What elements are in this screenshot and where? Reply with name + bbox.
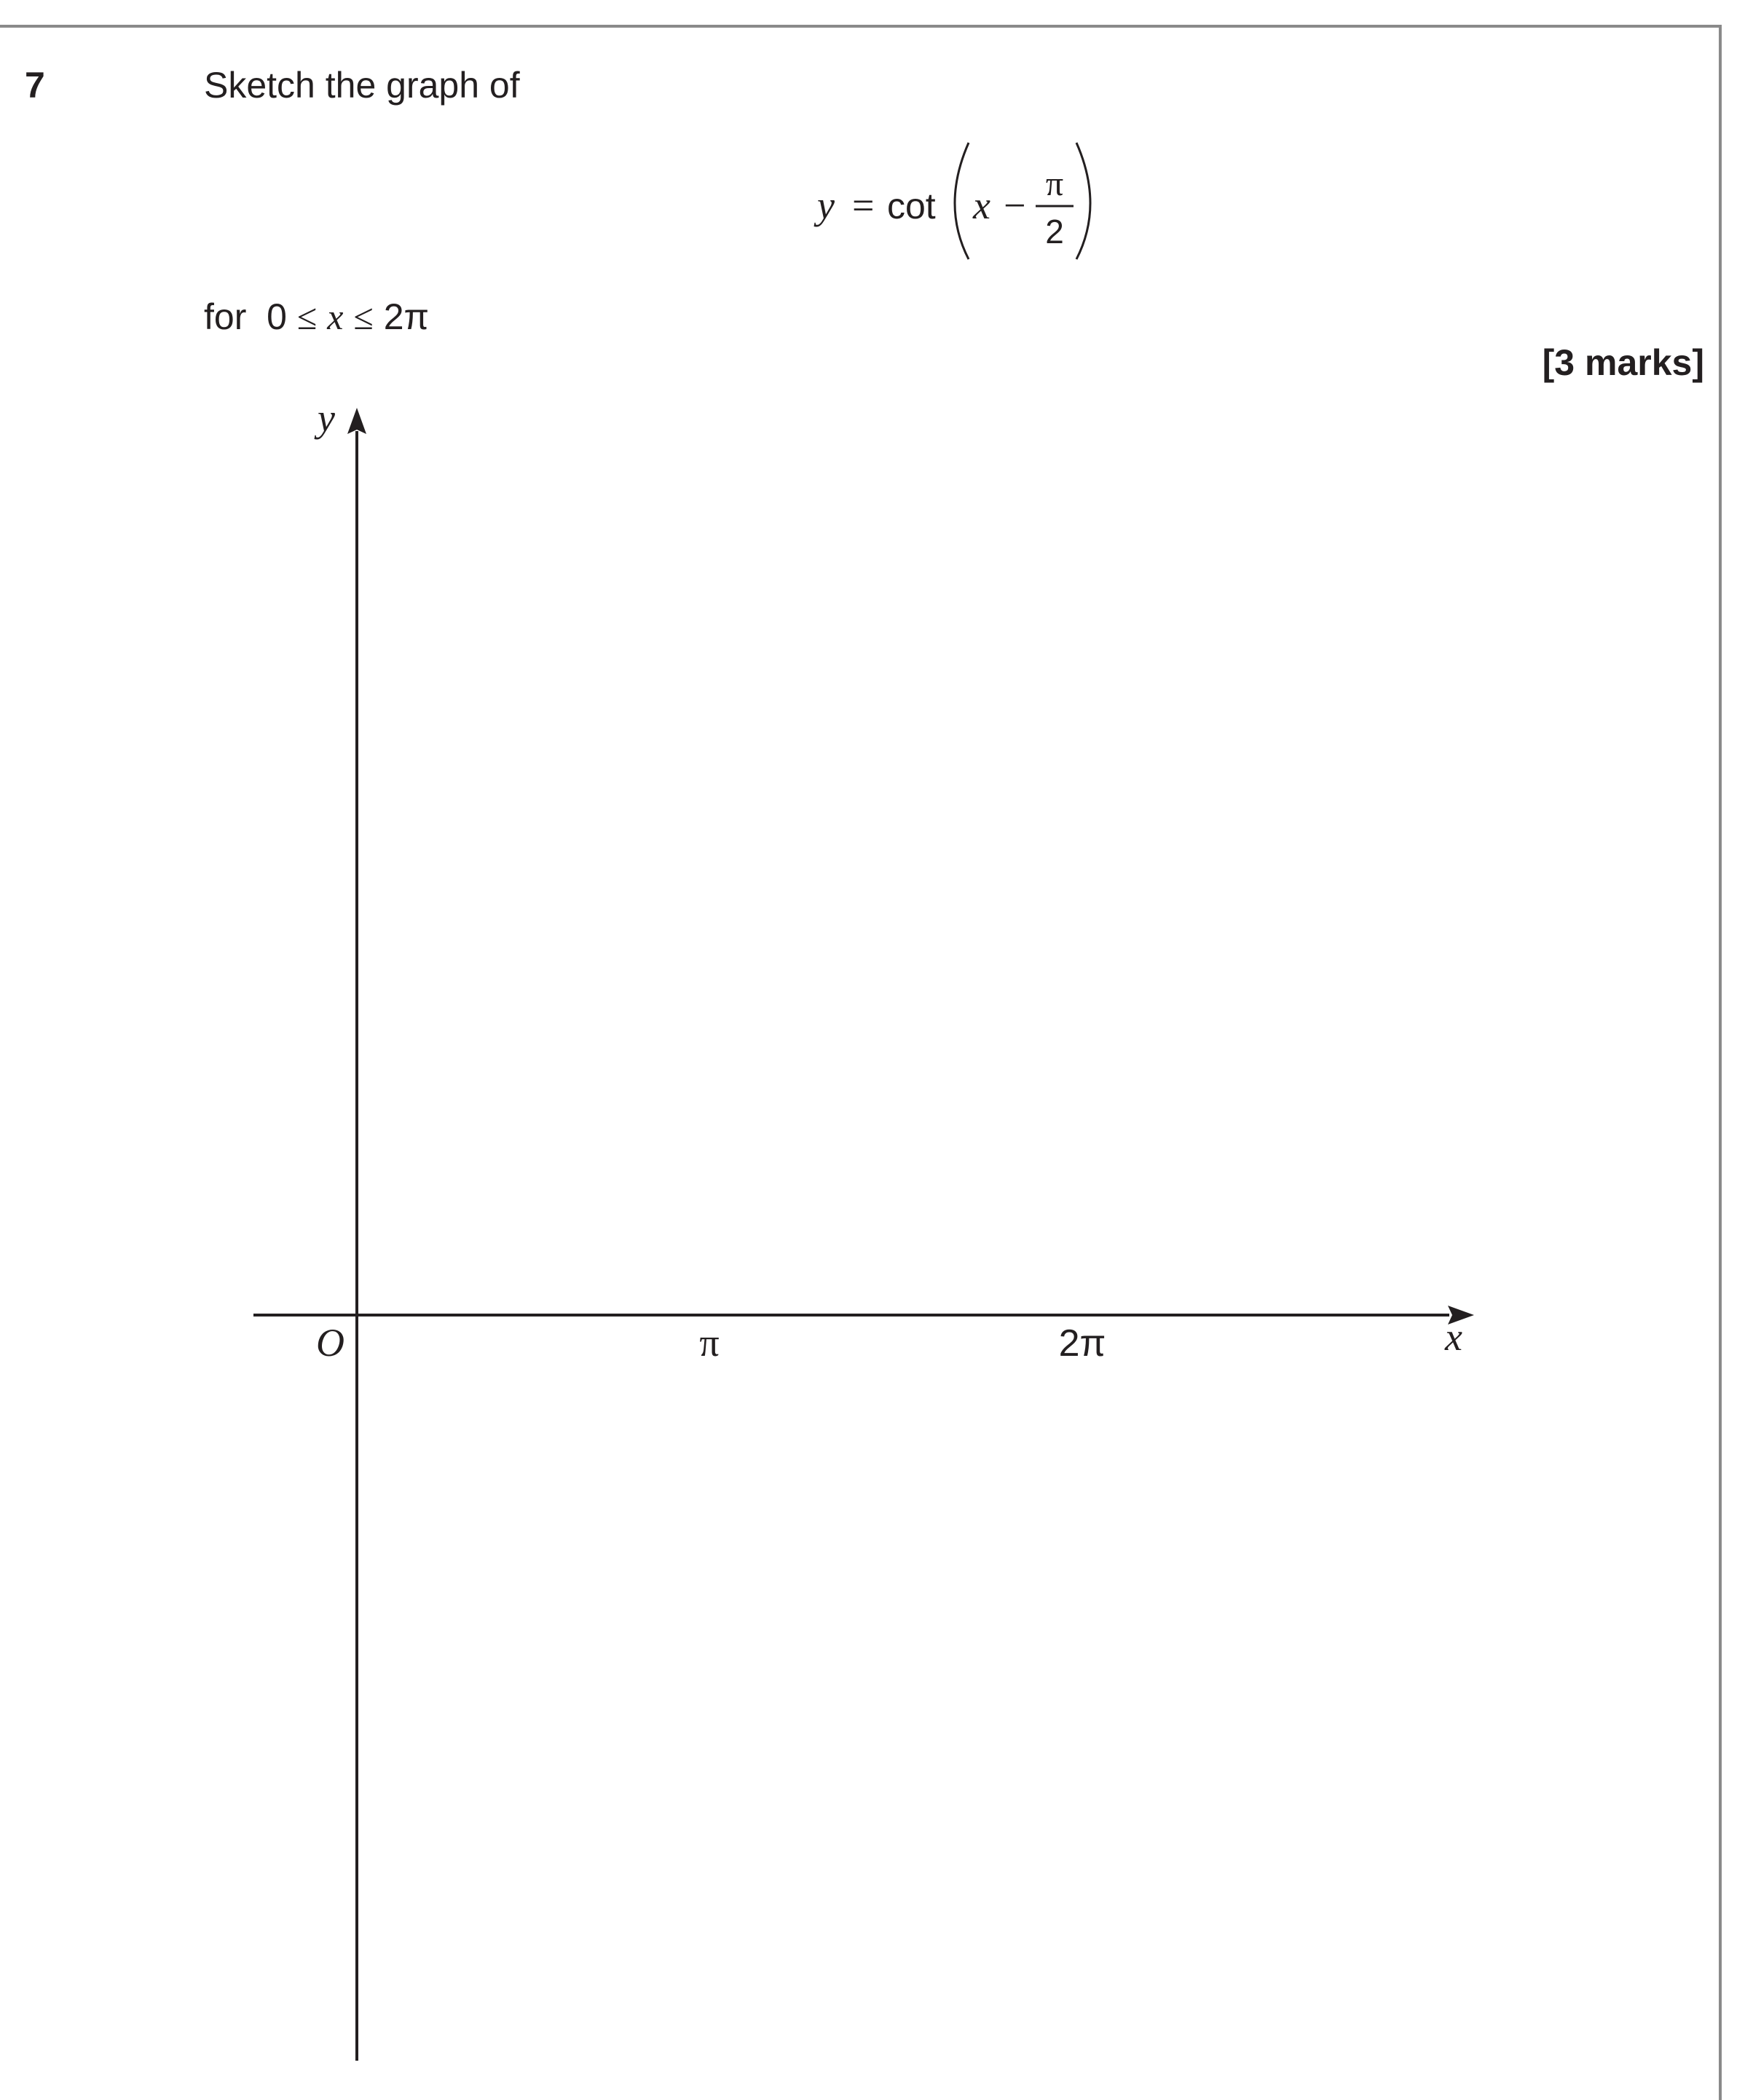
equation-denominator: 2: [1045, 213, 1064, 250]
x-axis-label: x: [1445, 1315, 1462, 1359]
question-prompt: Sketch the graph of: [204, 65, 520, 106]
domain-prefix: for: [204, 296, 247, 337]
equation-lhs-var: y: [817, 183, 835, 227]
x-tick-label-2pi: 2π: [1058, 1322, 1106, 1365]
equation-inner-var: x: [973, 183, 990, 227]
domain-var: x: [327, 296, 344, 337]
question-number: 7: [25, 65, 45, 106]
domain-rel1: ≤: [296, 296, 318, 337]
equation-equals: =: [852, 183, 875, 227]
equation-numerator: π: [1045, 165, 1064, 203]
y-axis-arrowhead: [347, 408, 366, 434]
equation-func: cot: [887, 186, 936, 226]
domain-rel2: ≤: [353, 296, 374, 337]
y-axis-label: y: [318, 396, 335, 440]
origin-label: O: [316, 1321, 344, 1365]
domain-lower: 0: [267, 296, 287, 337]
equation-minus: −: [1004, 183, 1026, 227]
x-tick-label-pi: π: [699, 1321, 720, 1365]
marks-label: [3 marks]: [1542, 342, 1704, 383]
domain-upper: 2π: [383, 296, 430, 337]
